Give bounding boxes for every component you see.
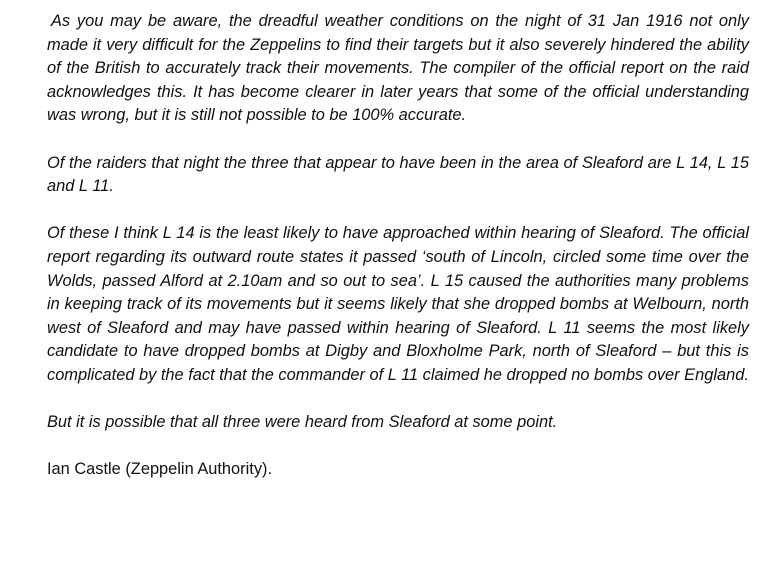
paragraph-analysis: Of these I think L 14 is the least likely to have approached within hearing of Sleaford. The official report regarding its outward route states it passed ‘south of Lincoln, circled some time over the Wolds, passed Alford at 2.10am and so out to sea’. L 15 caused the authorities many problems in keeping track of its movements but it seems likely that she dropped bombs at Welbourn, north west of Sleaford and may have passed within hearing of Sleaford. L 11 seems the most likely candidate to have dropped bombs at Digby and Bloxholme Park, north of Sleaford – but this is complicated by the fact that the commander of L 11 claimed he dropped no bombs over England. [47,224,749,384]
paragraph-weather: As you may be aware, the dreadful weather conditions on the night of 31 Jan 1916 not only made it very difficult for the Zeppelins to find their targets but it also severely hindered the ability of the British to accurately track their movements. The compiler of the official report on the raid acknowledges this. It has become clearer in later years that some of the official understanding was wrong, but it is still not possible to be 100% accurate. [47,12,749,125]
paragraph-raiders: Of the raiders that night the three that appear to have been in the area of Sleaford are L 14, L 15 and L 11. [47,153,749,196]
paragraph-conclusion: But it is possible that all three were heard from Sleaford at some point. [47,413,558,432]
signature: Ian Castle (Zeppelin Authority). [47,460,273,479]
document-body [47,10,749,482]
